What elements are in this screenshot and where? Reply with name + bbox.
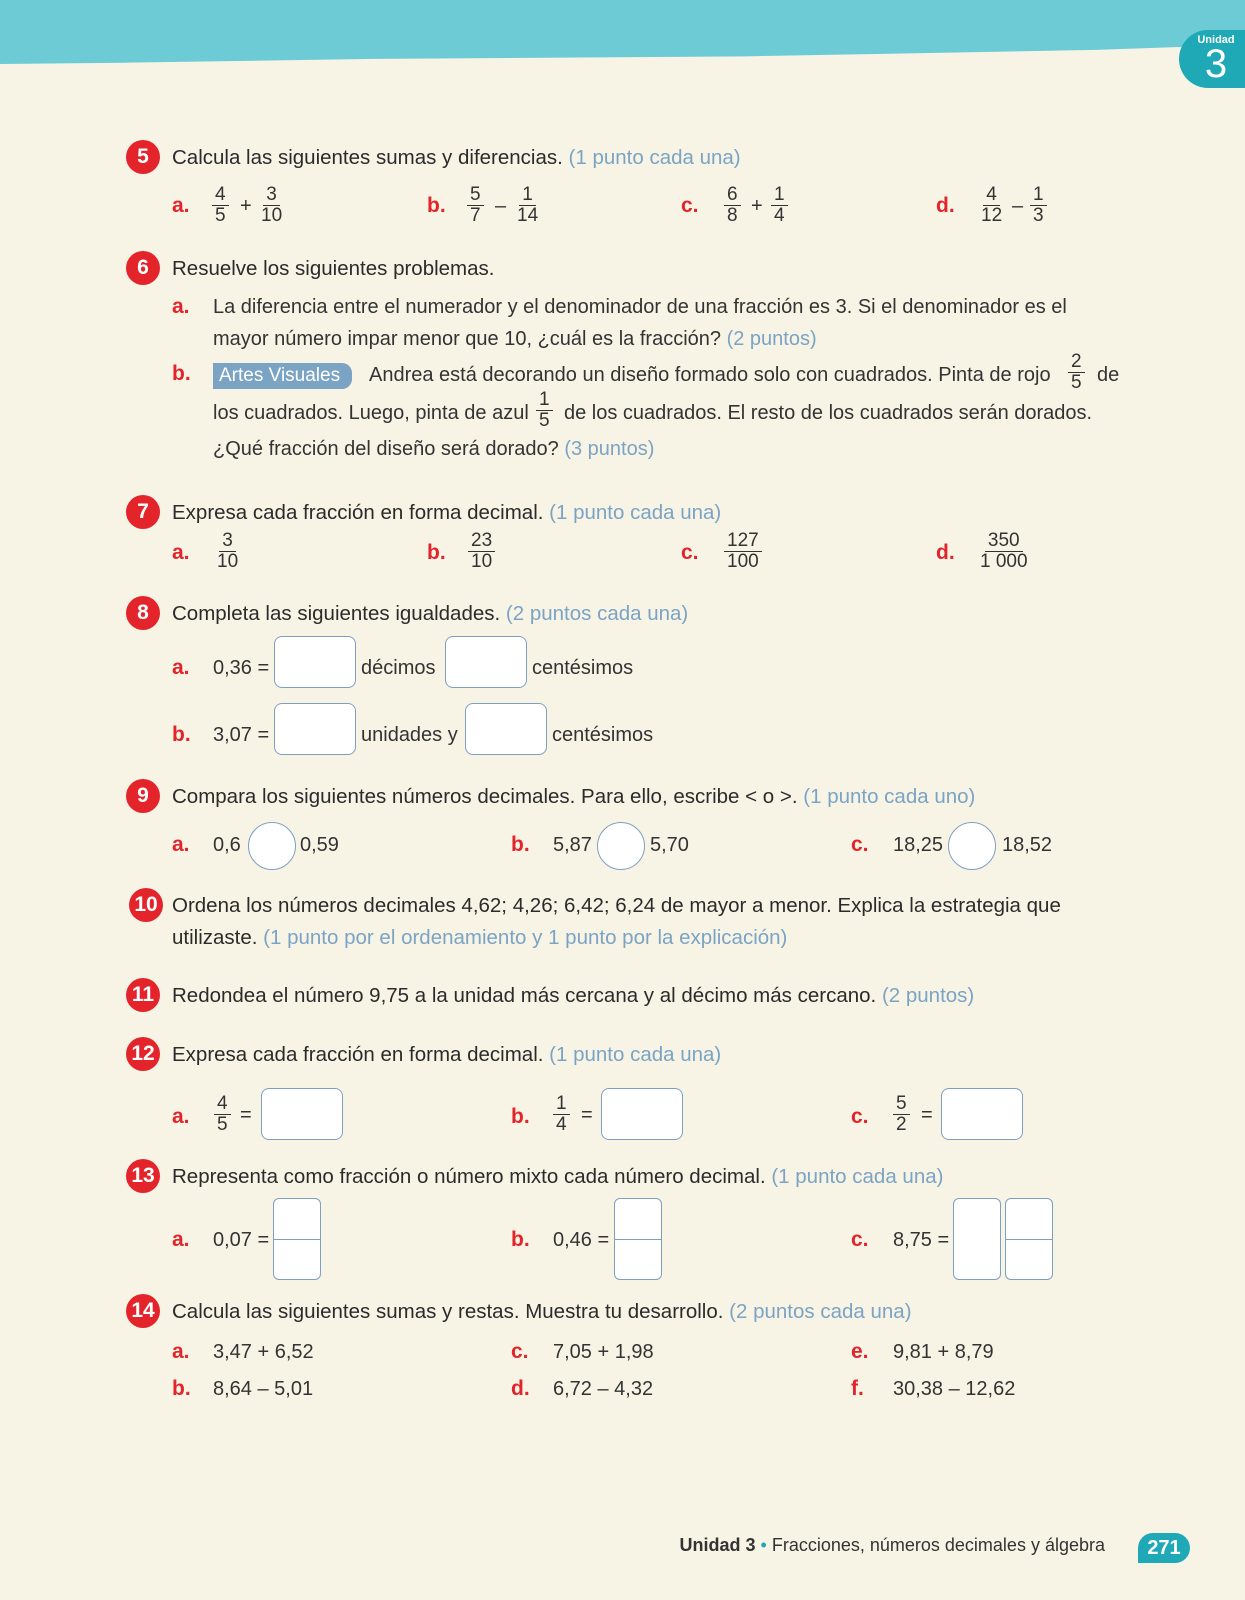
item-label: b.: [427, 541, 446, 564]
item-label: b.: [511, 1105, 530, 1128]
answer-box-decimos[interactable]: [274, 636, 356, 688]
problem-b-line-3: ¿Qué fracción del diseño será dorado? (3 puntos): [213, 438, 655, 460]
compare-right: 5,70: [650, 834, 689, 856]
item-label: a.: [172, 1228, 190, 1251]
question-number-9: 9: [126, 779, 160, 813]
fraction: $\frac{4}{5}$: [212, 185, 229, 226]
question-number-11: 11: [126, 978, 160, 1012]
equality-lhs: 0,36 =: [213, 657, 270, 679]
question-number-14: 14: [126, 1294, 160, 1328]
compare-right: 18,52: [1002, 834, 1053, 856]
fraction-answer-box[interactable]: [614, 1198, 662, 1280]
item-label: c.: [681, 541, 699, 564]
item-label: b.: [511, 833, 530, 856]
equals-sign: =: [240, 1104, 252, 1126]
page-number: 271: [1138, 1533, 1190, 1563]
unit-word: centésimos: [532, 657, 634, 679]
fraction-answer-box[interactable]: [273, 1198, 321, 1280]
fraction: $\frac{1}{5}$: [536, 390, 553, 431]
fraction: $\frac{6}{8}$: [724, 185, 741, 226]
footer: [679, 1535, 1105, 1556]
answer-box-centesimos[interactable]: [445, 636, 527, 688]
item-label: a.: [172, 656, 190, 679]
question-5-text: Calcula las siguientes sumas y diferencias. (1 punto cada una): [172, 146, 741, 169]
question-number-6: 6: [126, 251, 160, 285]
answer-box[interactable]: [601, 1088, 683, 1140]
item-label: a.: [172, 1105, 190, 1128]
item-label: a.: [172, 833, 190, 856]
item-label: b.: [427, 194, 446, 217]
expression: 3,47 + 6,52: [213, 1341, 314, 1363]
footer-topic: Fracciones, números decimales y álgebra: [771, 1535, 1105, 1555]
operator: –: [1012, 195, 1024, 217]
expression: 7,05 + 1,98: [553, 1341, 654, 1363]
equals-sign: =: [921, 1104, 933, 1126]
compare-right: 0,59: [300, 834, 339, 856]
fraction: $\frac{23}{10}$: [468, 531, 495, 572]
question-6-text: Resuelve los siguientes problemas.: [172, 257, 495, 280]
question-10-line-1: Ordena los números decimales 4,62; 4,26; 6,42; 6,24 de mayor a menor. Explica la estrategia que: [172, 894, 1061, 917]
item-label: d.: [511, 1377, 530, 1400]
answer-box-centesimos[interactable]: [465, 703, 547, 755]
question-11-text: Redondea el número 9,75 a la unidad más cercana y al décimo más cercano. (2 puntos): [172, 984, 975, 1007]
item-label: a.: [172, 194, 190, 217]
question-number-7: 7: [126, 495, 160, 529]
fraction: $\frac{1}{14}$: [517, 184, 539, 226]
problem-a-line-1: La diferencia entre el numerador y el denominador de una fracción es 3. Si el denominador es el: [213, 296, 1067, 318]
fraction: $\frac{1}{4}$: [771, 185, 788, 226]
question-number-12: 12: [126, 1037, 160, 1071]
compare-circle[interactable]: [948, 822, 996, 870]
problem-b-line-2b: de los cuadrados. El resto de los cuadrados serán dorados.: [564, 402, 1093, 424]
operator: +: [240, 195, 252, 217]
problem-a-line-2: mayor número impar menor que 10, ¿cuál es la fracción? (2 puntos): [213, 328, 817, 350]
question-number-8: 8: [126, 596, 160, 630]
unit-tab-number: 3: [1204, 42, 1228, 86]
fraction: $\frac{3}{10}$: [217, 530, 239, 572]
item-label: a.: [172, 1340, 190, 1363]
answer-box[interactable]: [261, 1088, 343, 1140]
fraction: $\frac{350}{1 000}$: [980, 530, 1028, 572]
compare-circle[interactable]: [248, 822, 296, 870]
question-12-text: Expresa cada fracción en forma decimal. (1 punto cada una): [172, 1043, 722, 1066]
item-label: d.: [936, 194, 955, 217]
unit-tab-label: Unidad: [1197, 34, 1235, 46]
fraction: $\frac{4}{5}$: [214, 1094, 231, 1135]
item-label: c.: [511, 1340, 529, 1363]
fraction: $\frac{2}{5}$: [1068, 352, 1085, 393]
unit-tab: [1179, 30, 1245, 88]
question-8-text: Completa las siguientes igualdades. (2 puntos cada una): [172, 602, 689, 625]
compare-left: 5,87: [553, 834, 592, 856]
question-10-line-2: utilizaste. (1 punto por el ordenamiento y 1 punto por la explicación): [172, 926, 788, 949]
fraction: $\frac{127}{100}$: [724, 531, 762, 572]
problem-b-line-2a: los cuadrados. Luego, pinta de azul: [213, 402, 529, 424]
compare-circle[interactable]: [597, 822, 645, 870]
item-label: b.: [172, 1377, 191, 1400]
equality-lhs: 3,07 =: [213, 724, 270, 746]
item-label: c.: [851, 1105, 869, 1128]
item-label: c.: [851, 1228, 869, 1251]
item-label: c.: [851, 833, 869, 856]
item-label: a.: [172, 541, 190, 564]
item-label: b.: [511, 1228, 530, 1251]
operator: +: [751, 195, 763, 217]
unit-word: unidades y: [361, 724, 458, 746]
question-number-13: 13: [126, 1159, 160, 1193]
footer-unit: Unidad 3: [679, 1535, 756, 1555]
fraction: $\frac{3}{10}$: [261, 184, 283, 226]
equals-sign: =: [581, 1104, 593, 1126]
fraction: $\frac{5}{2}$: [893, 1094, 910, 1135]
fraction: $\frac{1}{3}$: [1030, 185, 1047, 226]
item-label: e.: [851, 1340, 869, 1363]
question-9-text: Compara los siguientes números decimales. Para ello, escribe < o >. (1 punto cada uno): [172, 785, 976, 808]
question-14-text: Calcula las siguientes sumas y restas. Muestra tu desarrollo. (2 puntos cada una): [172, 1300, 912, 1323]
unit-word: décimos: [361, 657, 436, 679]
item-label: c.: [681, 194, 699, 217]
decimal-lhs: 8,75 =: [893, 1229, 950, 1251]
subject-tag-artes-visuales: Artes Visuales: [213, 363, 352, 389]
header-band: [0, 0, 1245, 64]
compare-left: 18,25: [893, 834, 944, 856]
fraction: $\frac{4}{12}$: [981, 184, 1003, 226]
item-label: d.: [936, 541, 955, 564]
compare-left: 0,6: [213, 834, 241, 856]
question-7-text: Expresa cada fracción en forma decimal. (1 punto cada una): [172, 501, 722, 524]
decimal-lhs: 0,46 =: [553, 1229, 610, 1251]
answer-box[interactable]: [941, 1088, 1023, 1140]
fraction: $\frac{1}{4}$: [553, 1094, 570, 1135]
decimal-lhs: 0,07 =: [213, 1229, 270, 1251]
expression: 30,38 – 12,62: [893, 1378, 1016, 1400]
expression: 8,64 – 5,01: [213, 1378, 314, 1400]
problem-b-line-1: Andrea está decorando un diseño formado solo con cuadrados. Pinta de rojo: [369, 364, 1051, 386]
item-label: b.: [172, 362, 191, 385]
expression: 6,72 – 4,32: [553, 1378, 654, 1400]
unit-word: centésimos: [552, 724, 654, 746]
question-number-10: 10: [129, 888, 163, 922]
answer-box-unidades[interactable]: [274, 703, 356, 755]
expression: 9,81 + 8,79: [893, 1341, 994, 1363]
item-label: f.: [851, 1377, 864, 1400]
operator: –: [495, 195, 507, 217]
item-label: a.: [172, 295, 190, 318]
fraction: $\frac{5}{7}$: [467, 185, 484, 226]
question-number-5: 5: [126, 140, 160, 174]
whole-number-box[interactable]: [953, 1198, 1001, 1280]
fraction-answer-box[interactable]: [1005, 1198, 1053, 1280]
question-13-text: Representa como fracción o número mixto cada número decimal. (1 punto cada una): [172, 1165, 944, 1188]
problem-b-line-1-end: de: [1097, 364, 1120, 386]
footer-dot: •: [760, 1535, 767, 1555]
item-label: b.: [172, 723, 191, 746]
